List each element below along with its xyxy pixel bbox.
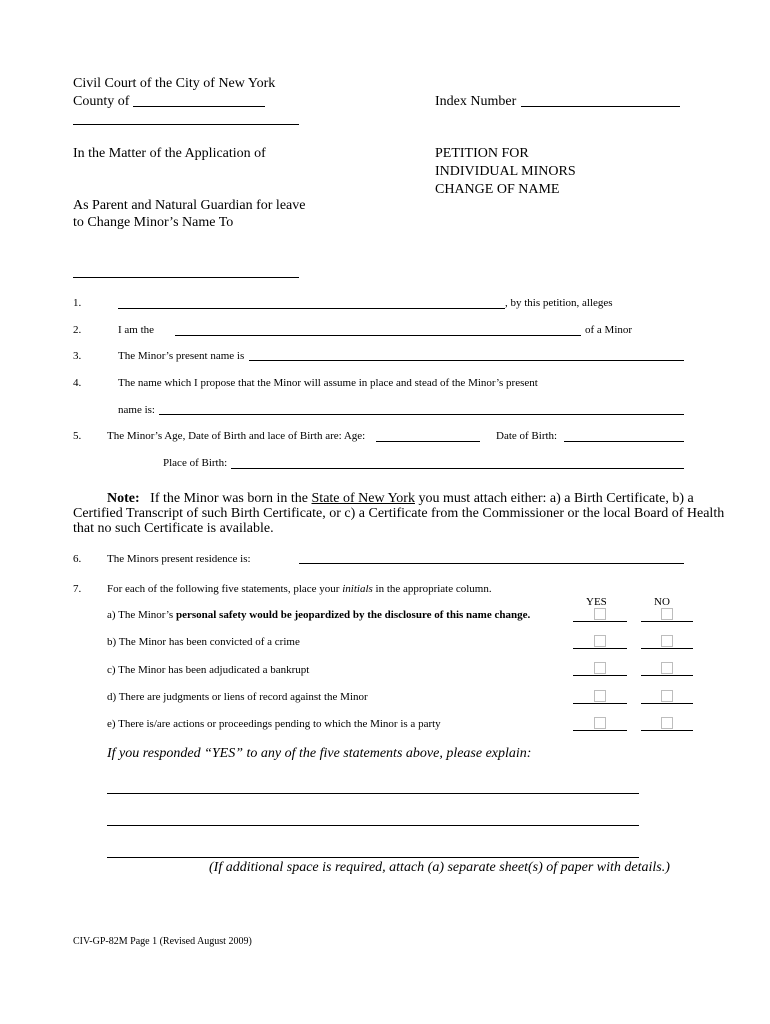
yes-column-header: YES (586, 596, 607, 608)
petition-title-line1: PETITION FOR (435, 146, 529, 161)
dob-label: Date of Birth: (496, 430, 558, 442)
statement-d-no-checkbox[interactable] (661, 690, 673, 702)
item-2-prefix: I am the (118, 324, 155, 336)
new-name-field[interactable] (73, 277, 299, 278)
relationship-field[interactable] (175, 335, 581, 336)
matter-label: In the Matter of the Application of (73, 146, 266, 161)
statement-b-no-line (641, 648, 693, 649)
statement-d-no-line (641, 703, 693, 704)
statement-d: d) There are judgments or liens of record against the Minor (107, 691, 368, 703)
applicant-name-field[interactable] (73, 124, 299, 125)
note-line3: that no such Certificate is available. (73, 521, 274, 536)
item-6-number: 6. (73, 553, 82, 565)
residence-label: The Minors present residence is: (107, 553, 251, 565)
statement-c-no-line (641, 675, 693, 676)
item-3-number: 3. (73, 350, 82, 362)
statement-a-yes-checkbox[interactable] (594, 608, 606, 620)
note-label: Note: (107, 491, 140, 506)
item-5-number: 5. (73, 430, 82, 442)
item-1-suffix: , by this petition, alleges (505, 297, 613, 309)
item-4-number: 4. (73, 377, 82, 389)
statement-c-yes-line (573, 675, 627, 676)
statement-a-no-line (641, 621, 693, 622)
county-label: County of (73, 94, 130, 109)
statement-d-yes-checkbox[interactable] (594, 690, 606, 702)
proposed-name-field[interactable] (159, 414, 684, 415)
statement-e: e) There is/are actions or proceedings pending to which the Minor is a party (107, 718, 441, 730)
statement-a: a) The Minor’s personal safety would be jeopardized by the disclosure of this name change. (107, 609, 531, 621)
pob-label: Place of Birth: (163, 457, 228, 469)
county-field[interactable] (133, 106, 265, 107)
statement-a-no-checkbox[interactable] (661, 608, 673, 620)
index-number-label: Index Number (435, 94, 517, 109)
explain-prompt: If you responded “YES” to any of the five statements above, please explain: (107, 746, 532, 761)
index-number-field[interactable] (521, 106, 680, 107)
item-2-number: 2. (73, 324, 82, 336)
form-footer: CIV-GP-82M Page 1 (Revised August 2009) (73, 936, 252, 947)
item-7-number: 7. (73, 583, 82, 595)
note-line2: Certified Transcript of such Birth Certificate, or c) a Certificate from the Commissioner or the local Board of Health (73, 506, 725, 521)
statement-c: c) The Minor has been adjudicated a bankrupt (107, 664, 310, 676)
item-1-number: 1. (73, 297, 82, 309)
dob-field[interactable] (564, 441, 684, 442)
additional-space-note: (If additional space is required, attach (a) separate sheet(s) of paper with details.) (209, 860, 670, 875)
petition-title-line3: CHANGE OF NAME (435, 182, 560, 197)
statement-e-no-line (641, 730, 693, 731)
explain-line-1[interactable] (107, 793, 639, 794)
explain-line-2[interactable] (107, 825, 639, 826)
petitioner-name-field[interactable] (118, 308, 505, 309)
residence-field[interactable] (299, 563, 684, 564)
statement-b: b) The Minor has been convicted of a crime (107, 636, 300, 648)
statement-e-yes-checkbox[interactable] (594, 717, 606, 729)
explain-line-3[interactable] (107, 857, 639, 858)
item-5-label: The Minor’s Age, Date of Birth and lace of Birth are: Age: (107, 430, 366, 442)
statement-e-no-checkbox[interactable] (661, 717, 673, 729)
present-name-field[interactable] (249, 360, 684, 361)
guardian-text-line2: to Change Minor’s Name To (73, 215, 234, 230)
state-of-new-york: State of New York (311, 491, 415, 506)
item-2-suffix: of a Minor (585, 324, 633, 336)
statement-c-yes-checkbox[interactable] (594, 662, 606, 674)
statement-d-yes-line (573, 703, 627, 704)
petition-title-line2: INDIVIDUAL MINORS (435, 164, 576, 179)
court-name: Civil Court of the City of New York (73, 76, 276, 91)
statement-b-yes-line (573, 648, 627, 649)
note-line1: Note: If the Minor was born in the State of New York you must attach either: a) a Birth Certificate, b) a (107, 491, 694, 506)
guardian-text-line1: As Parent and Natural Guardian for leave (73, 198, 306, 213)
statement-a-yes-line (573, 621, 627, 622)
statement-b-no-checkbox[interactable] (661, 635, 673, 647)
no-column-header: NO (654, 596, 670, 608)
item-4-line2: name is: (118, 404, 155, 416)
pob-field[interactable] (231, 468, 684, 469)
item-3-label: The Minor’s present name is (118, 350, 245, 362)
statement-e-yes-line (573, 730, 627, 731)
age-field[interactable] (376, 441, 480, 442)
statement-b-yes-checkbox[interactable] (594, 635, 606, 647)
statements-intro: For each of the following five statements, place your initials in the appropriate column. (107, 583, 492, 595)
item-4-line1: The name which I propose that the Minor will assume in place and stead of the Minor’s present (118, 377, 538, 389)
statement-c-no-checkbox[interactable] (661, 662, 673, 674)
